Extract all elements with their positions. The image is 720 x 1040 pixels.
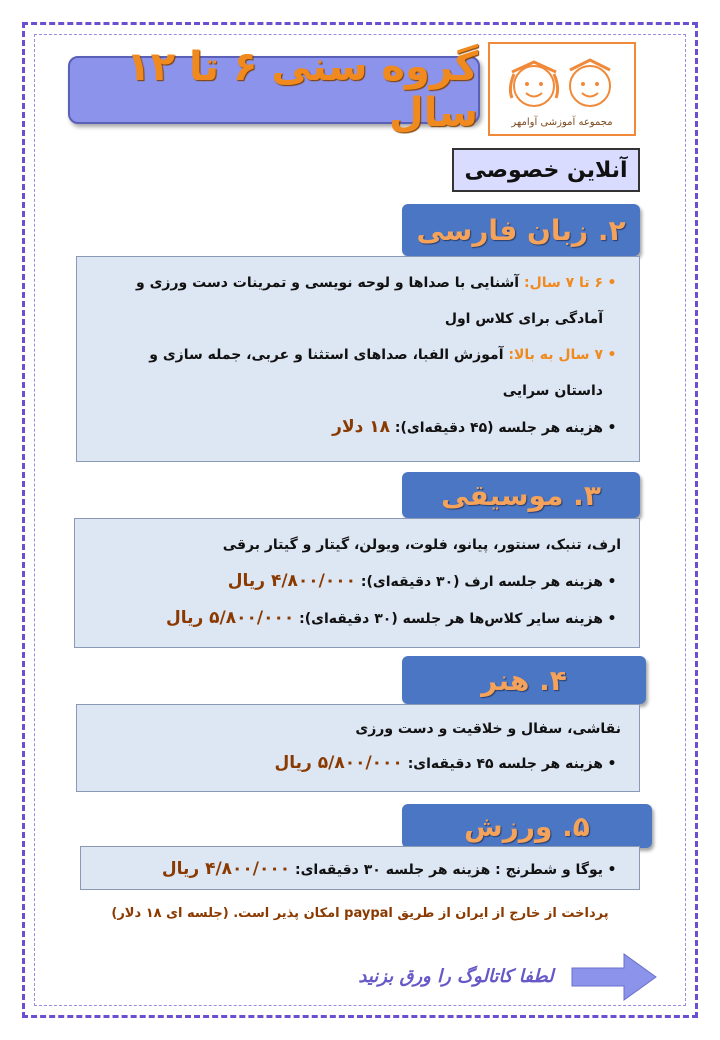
section-heading-persian-label: ۲. زبان فارسی [416,213,626,247]
section-heading-music-label: ۳. موسیقی [441,478,601,512]
price-value: ۴/۸۰۰/۰۰۰ ریال [161,859,291,879]
price-label: یوگا و شطرنج : هزینه هر جلسه ۳۰ دقیقه‌ای: [295,862,603,878]
section-heading-sport [402,804,652,848]
list-item: •۷ سال به بالا: آموزش الفبا، صداهای استثنا و عربی، جمله سازی و [149,347,617,363]
intro-text-label: نقاشی، سفال و خلاقیت و دست ورزی [355,721,621,737]
price-value: ۵/۸۰۰/۰۰۰ ریال [165,608,295,628]
price-row: •هزینه هر جلسه ارف (۳۰ دقیقه‌ای): ۴/۸۰۰/۰۰۰ ریال [227,571,617,591]
item-text: آموزش الفبا، صداهای استثنا و عربی، جمله سازی و [149,347,504,363]
section-heading-art-label: ۴. هنر [481,663,567,697]
price-label: هزینه هر جلسه ۴۵ دقیقه‌ای: [407,756,603,772]
panel-persian [76,256,640,462]
price-row: •هزینه هر جلسه ۴۵ دقیقه‌ای: ۵/۸۰۰/۰۰۰ ریال [274,753,617,773]
item-text: آشنایی با صداها و لوحه نویسی و تمرینات دست ورزی و [136,275,520,291]
item-text-cont: داستان سرایی [502,383,603,399]
section-heading-persian [402,204,640,256]
online-private-badge [452,148,640,192]
intro-text [95,719,621,739]
item-text-cont: آمادگی برای کلاس اول [444,311,603,327]
price-label: هزینه هر جلسه ارف (۳۰ دقیقه‌ای): [360,574,603,590]
item-highlight: ۶ تا ۷ سال: [523,275,603,291]
price-value: ۴/۸۰۰/۰۰۰ ریال [227,571,357,591]
list-item-cont [95,381,621,401]
page-title-box [68,44,480,136]
section-heading-sport-label: ۵. ورزش [464,809,590,843]
intro-text [93,535,621,555]
list-item-cont [95,309,621,329]
arrow-left-icon [570,952,660,1002]
turn-page-text: لطفا کاتالوگ را ورق بزنید [358,966,554,987]
section-heading-art [402,656,646,704]
online-private-label: آنلاین خصوصی [464,157,628,183]
price-label: هزینه هر جلسه (۴۵ دقیقه‌ای): [394,420,603,436]
section-heading-music [402,472,640,518]
logo [488,42,636,136]
item-highlight: ۷ سال به بالا: [508,347,603,363]
panel-music [74,518,640,648]
price-row: •یوگا و شطرنج : هزینه هر جلسه ۳۰ دقیقه‌ای: ۴/۸۰۰/۰۰۰ ریال [161,859,617,879]
page-title: گروه سنی ۶ تا ۱۲ سال [126,44,478,136]
list-item: •۶ تا ۷ سال: آشنایی با صداها و لوحه نویسی و تمرینات دست ورزی و [136,275,617,291]
panel-sport [80,846,640,890]
children-faces-icon [498,48,626,114]
logo-caption: مجموعه آموزشی آوامهر [511,117,613,128]
price-row: •هزینه هر جلسه (۴۵ دقیقه‌ای): ۱۸ دلار [332,417,617,437]
price-value: ۱۸ دلار [332,417,391,437]
panel-art [76,704,640,792]
price-row: •هزینه سایر کلاس‌ها هر جلسه (۳۰ دقیقه‌ای): ۵/۸۰۰/۰۰۰ ریال [165,608,617,628]
price-value: ۵/۸۰۰/۰۰۰ ریال [274,753,403,773]
payment-note: پرداخت از خارج از ایران از طریق paypal امکان پذیر است. (جلسه ای ۱۸ دلار) [111,906,609,921]
price-label: هزینه سایر کلاس‌ها هر جلسه (۳۰ دقیقه‌ای): [299,611,603,627]
intro-text-label: ارف، تنبک، سنتور، پیانو، فلوت، ویولن، گیتار و گیتار برقی [222,537,621,553]
